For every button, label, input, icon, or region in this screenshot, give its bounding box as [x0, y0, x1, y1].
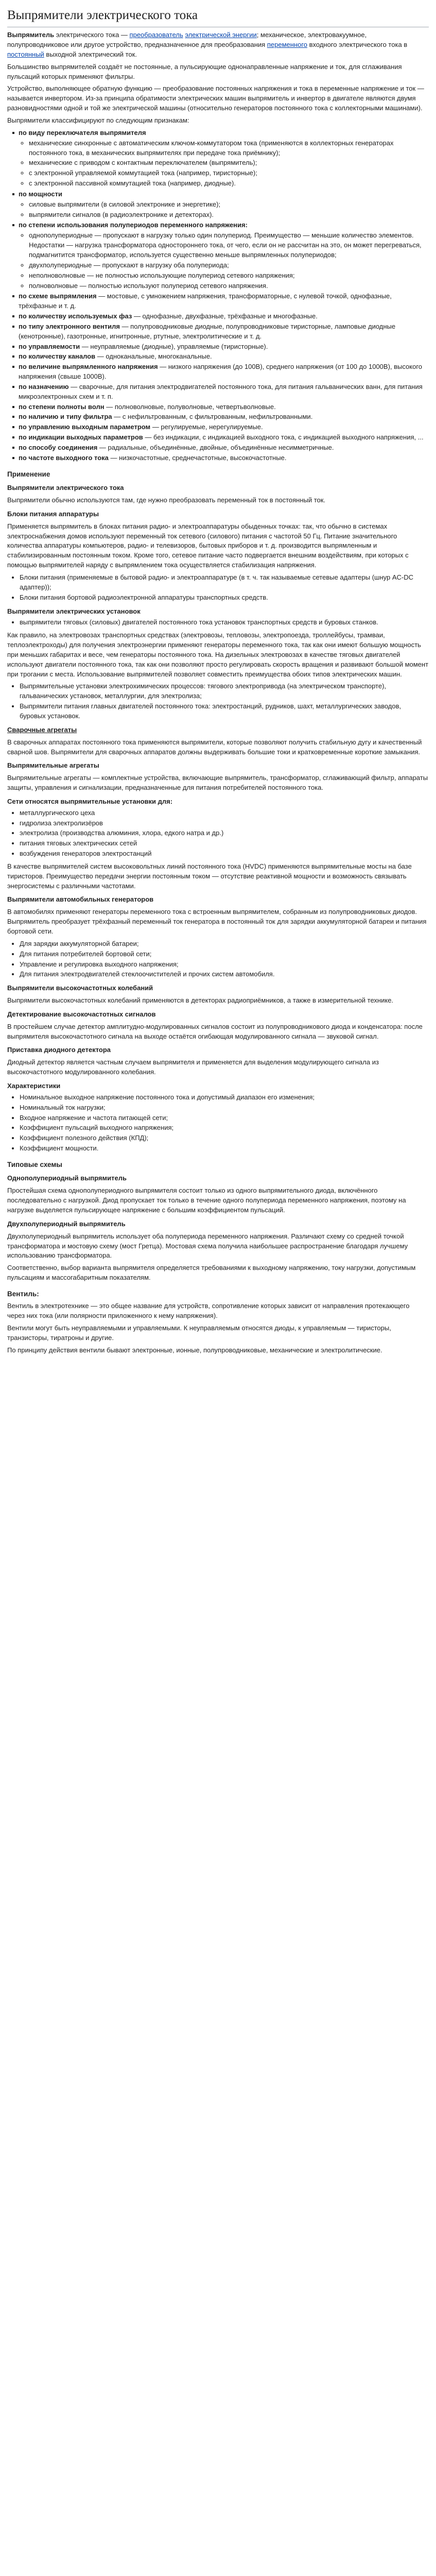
- class-label: по схеме выпрямления: [19, 292, 97, 300]
- class-text: — без индикации, с индикацией выходного тока, с индикацией выходного напряжения, ...: [145, 433, 424, 442]
- list-item: ◦ двухполупериодные — пропускают в нагрузку оба полупериода;: [29, 261, 429, 270]
- list-item: [12, 443, 429, 453]
- paragraph: В простейшем случае детектор амплитудно-модулированных сигналов состоит из полупроводникового диода и конденсатора: после выпрямителя высокочастотного сигнала на выходе остаётся огибающая модулированного сигнала — звуковой сигнал.: [7, 1022, 423, 1040]
- list-item: [12, 292, 429, 311]
- paragraph: Вентили могут быть неуправляемыми и управляемыми. К неуправляемым относятся диоды, к управляемым — тиристоры, транзисторы, тиратроны и другие.: [7, 1324, 391, 1342]
- list-item: ◦ силовые выпрямители (в силовой электронике и энергетике);: [29, 200, 429, 210]
- subheading: Детектирование высокочастотных сигналов: [7, 1010, 156, 1018]
- paragraph: В автомобилях применяют генераторы переменного тока с встроенным выпрямителем, собранным из полупроводниковых диодов. Выпрямитель преобразует трёхфазный переменный ток генератора в постоянный ток для зарядки аккумуляторной батареи и питания бортовой сети.: [7, 908, 427, 935]
- classification-list: [7, 128, 429, 463]
- list-item: • Блоки питания (применяемые в бытовой радио- и электроаппаратуре (в т. ч. так называемые сетевые адаптеры (шнур AC-DC адаптер));: [20, 573, 429, 592]
- subheading-auto: Выпрямители автомобильных генераторов: [7, 895, 154, 904]
- paragraph: Вентиль в электротехнике — это общее название для устройств, сопротивление которых зависит от направления протекающего через них тока (или полярности приложенного к нему напряжения).: [7, 1302, 410, 1320]
- list-item: [12, 433, 429, 443]
- subheading-hv: Выпрямители электрических установок: [7, 607, 141, 615]
- section-heading-ventil: Вентиль:: [7, 1290, 39, 1298]
- list-item: [12, 412, 429, 422]
- class-label: по количеству используемых фаз: [19, 312, 132, 320]
- characteristics-list: [7, 1093, 429, 1154]
- class-text: — низкого напряжения (до 100В), среднего напряжения (от 100 до 1000В), высокого напряжения (свыше 1000В).: [19, 363, 423, 381]
- subheading-power: Блоки питания аппаратуры: [7, 510, 99, 518]
- class-text: — регулируемые, нерегулируемые.: [152, 423, 263, 431]
- list-item: • Выпрямительные установки электрохимических процессов: тягового электропривода (на электрическом транспорте), гальванических установок, металлургии, для электролиза;: [20, 682, 429, 701]
- list-item: ◦ однополупериодные — пропускают в нагрузку только один полупериод. Преимущество — меньшие количество элементов. Недостатки — нагрузка трансформатора одностороннего тока, от чего, если он не рассчитан на это, он может перегреваться, подмагнитится трансформатор, используется существенно меньше выпрямленных полупериодов;: [29, 231, 429, 260]
- list-item: • Коэффициент пульсаций выходного напряжения;: [20, 1123, 429, 1133]
- list-item: • Для питания потребителей бортовой сети;: [20, 950, 429, 959]
- paragraph: Диодный детектор является частным случаем выпрямителя и применяется для выделения модулирующего сигнала из высокочастотного модулированного колебания.: [7, 1058, 379, 1076]
- subheading-detector: Выпрямители высокочастотных колебаний: [7, 984, 153, 992]
- list-item: • Входное напряжение и частота питающей сети;: [20, 1113, 429, 1123]
- list-item: • Выпрямители питания главных двигателей постоянного тока: электростанций, рудников, шахт, металлургических заводов, буровых установок.: [20, 702, 429, 721]
- class-label: по мощности: [19, 190, 62, 198]
- list-item: [12, 128, 429, 189]
- paragraph: Как правило, на электровозах транспортных средствах (электровозы, тепловозы, электропоезда, троллейбусы, трамваи, теплоэлектроходы) для получения электроэнергии применяют генераторы переменного тока, так как они имеют большую мощность при меньших габаритах и весе, чем генераторы постоянного тока. На дизельных электровозах в качестве тяговых двигателей используют двигатели постоянного тока, так как они позволяют просто регулировать скорость вращения и развивают большой момент при трогании с места. Использование выпрямителей позволяет совместить преимущества обоих типов электрических машин.: [7, 631, 429, 678]
- paragraph: По принципу действия вентили бывают электронные, ионные, полупроводниковые, механические и электролитические.: [7, 1346, 382, 1354]
- class-text: — неуправляемые (диодные), управляемые (тиристорные).: [81, 342, 268, 350]
- list-item: ◦ неполноволновые — не полностью использующие полупериод сетевого напряжения;: [29, 271, 429, 281]
- class-text: — однофазные, двухфазные, трёхфазные и многофазные.: [133, 312, 318, 320]
- list-item: [12, 382, 429, 402]
- list-item: [12, 312, 429, 321]
- paragraph: Двухполупериодный выпрямитель использует оба полупериода переменного напряжения. Различают схему со средней точкой трансформатора и мостовую схему (мост Гретца). Мостовая схема получила наибольшее распространение благодаря лучшему использованию трансформатора.: [7, 1232, 408, 1260]
- class-label: по количеству каналов: [19, 352, 96, 361]
- class-label: по виду переключателя выпрямителя: [19, 128, 146, 137]
- list-item: • Для зарядки аккумуляторной батареи;: [20, 939, 429, 949]
- link-direct[interactable]: постоянный: [7, 50, 44, 58]
- list-item: [12, 221, 429, 291]
- class-label: по типу электронного вентиля: [19, 322, 120, 330]
- class-label: по степени использования полупериодов переменного напряжения:: [19, 221, 248, 229]
- intro-text: выходной электрический ток.: [44, 50, 137, 58]
- hv-list-2: [7, 682, 429, 721]
- intro-text: электрического тока —: [54, 31, 130, 39]
- section-heading-types: Типовые схемы: [7, 1160, 62, 1168]
- hvdc-list: [7, 808, 429, 859]
- list-item: [12, 453, 429, 463]
- intro-text: входного электрического тока в: [307, 41, 408, 49]
- link-alternating[interactable]: переменного: [267, 41, 308, 49]
- paragraph: Применяется выпрямитель в блоках питания радио- и электроаппаратуры обыденных точках: так, что обычно в системах электроснабжения домов используют переменный ток сетевого (силового) питания с частотой 50 Гц. Питание значительного количества аппаратуры компьютеров, радио- и телевизоров, бытовых приборов и т. д. производится выпрямленным и стабилизированным постоянным током. Кроме того, сетевое питание часто подвергается внешним воздействиям, при которых с помощью выпрямителей наряду с выпрямлением тока осуществляется стабилизация напряжения.: [7, 522, 409, 569]
- subheading-half-wave: Однополупериодный выпрямитель: [7, 1174, 127, 1182]
- class-text: — одноканальные, многоканальные.: [97, 352, 212, 361]
- list-item: • Блоки питания бортовой радиоэлектронной аппаратуры транспортных средств.: [20, 593, 429, 603]
- class-label: по управляемости: [19, 342, 80, 350]
- intro-text: ; механическое, электровакуумное, полупроводниковое или другое устройство, предназначенное для преобразования: [7, 31, 367, 49]
- list-item: [12, 422, 429, 432]
- hv-list: [7, 618, 429, 628]
- intro-paragraph-3: Устройство, выполняющее обратную функцию — преобразование постоянных напряжения и тока в переменные напряжение и ток — называется инвертором. Из-за принципа обратимости электрических машин выпрямитель и инвертор в двигателе являются двумя разновидностями одной и той же электрической машины (относительно генераторов постоянного тока с коллекторными машинами).: [7, 84, 424, 112]
- power-list: [7, 573, 429, 603]
- paragraph: Выпрямительные агрегаты — комплектные устройства, включающие выпрямитель, трансформатор, сглаживающий фильтр, аппараты защиты, управления и сигнализации, предназначенные для питания потребителей постоянного тока.: [7, 774, 428, 792]
- sub-list: [19, 231, 429, 291]
- list-item: • питания тяговых электрических сетей: [20, 839, 429, 849]
- subheading-hvdc: Сети относятся выпрямительные установки для:: [7, 797, 173, 805]
- subheading-weld: Сварочные агрегаты: [7, 725, 77, 734]
- class-label: по управлению выходным параметром: [19, 423, 151, 431]
- intro-paragraph-2: Большинство выпрямителей создаёт не постоянные, а пульсирующие однонаправленные напряжение и ток, для сглаживания пульсаций которых применяют фильтры.: [7, 62, 402, 80]
- paragraph: В сварочных аппаратах постоянного тока применяются выпрямители, которые позволяют получить стабильную дугу и качественный сварной шов. Выпрямители для сварочных аппаратов должны выдерживать большие токи и кратковременные короткие замыкания.: [7, 738, 422, 756]
- auto-list: [7, 939, 429, 979]
- class-text: — полноволновые, полуволновые, четвертьволновые.: [106, 402, 276, 411]
- paragraph: Простейшая схема однополупериодного выпрямителя состоит только из одного выпрямительного диода, включённого последовательно с нагрузкой. Диод пропускает ток только в течение одного полупериода переменного напряжения, поэтому на нагрузке выделяется пульсирующее напряжение с большим коэффициентом пульсаций.: [7, 1187, 406, 1214]
- link-electric-energy[interactable]: электрической энергии: [185, 31, 257, 39]
- list-item: • электролиза (производства алюминия, хлора, едкого натра и др.): [20, 828, 429, 838]
- class-text: — мостовые, с умножением напряжения, трансформаторные, с нулевой точкой, однофазные, трёхфазные и т. д.: [19, 292, 392, 310]
- subheading-full-wave: Двухполупериодный выпрямитель: [7, 1219, 126, 1228]
- list-item: • выпрямители тяговых (силовых) двигателей постоянного тока установок транспортных средств и буровых станков.: [20, 618, 429, 628]
- list-item: ◦ выпрямители сигналов (в радиоэлектронике и детекторах).: [29, 210, 429, 220]
- list-item: ◦ полноволновые — полностью используют полупериод сетевого напряжения.: [29, 281, 429, 291]
- list-item: [12, 402, 429, 412]
- subheading-converters: Выпрямительные агрегаты: [7, 761, 99, 770]
- class-text: — низкочастотные, среднечастотные, высокочастотные.: [110, 453, 287, 462]
- list-item: • Номинальный ток нагрузки;: [20, 1103, 429, 1113]
- class-label: по способу соединения: [19, 444, 98, 451]
- list-item: • Коэффициент мощности.: [20, 1144, 429, 1154]
- paragraph: Выпрямители высокочастотных колебаний применяются в детекторах радиоприёмников, а также в измерительной технике.: [7, 996, 394, 1005]
- list-item: • Управление и регулировка выходного напряжения;: [20, 960, 429, 970]
- class-label: по назначению: [19, 382, 69, 391]
- list-item: ◦ с электронной управляемой коммутацией тока (например, тиристорные);: [29, 168, 429, 178]
- class-text: — сварочные, для питания электродвигателей постоянного тока, для питания гальванических ванн, для питания микроэлектронных схем и т. п.: [19, 382, 423, 400]
- sub-list: [19, 200, 429, 220]
- list-item: • Номинальное выходное напряжение постоянного тока и допустимый диапазон его изменения;: [20, 1093, 429, 1103]
- list-item: • Коэффициент полезного действия (КПД);: [20, 1133, 429, 1143]
- subheading-characteristics: Характеристики: [7, 1081, 61, 1090]
- class-label: по индикации выходных параметров: [19, 433, 143, 442]
- list-item: • металлургического цеха: [20, 808, 429, 818]
- intro-paragraph-4: Выпрямители классифицируют по следующим признакам:: [7, 116, 189, 124]
- subheading: Выпрямители электрического тока: [7, 484, 124, 492]
- list-item: [12, 352, 429, 362]
- paragraph: Выпрямители обычно используются там, где нужно преобразовать переменный ток в постоянный ток.: [7, 496, 326, 504]
- section-heading-application: Применение: [7, 470, 50, 478]
- class-label: по степени полноты волн: [19, 402, 104, 411]
- intro-paragraph-1: [7, 30, 429, 60]
- class-text: — радиальные, объединённые, двойные, объединённые несимметричные.: [99, 444, 334, 451]
- list-item: • возбуждения генераторов электростанций: [20, 849, 429, 859]
- term-rectifier: Выпрямитель: [7, 31, 55, 39]
- list-item: [12, 342, 429, 352]
- list-item: • гидролиза электролизёров: [20, 819, 429, 828]
- page-title: Выпрямители электрического тока: [7, 6, 429, 27]
- class-label: по частоте выходного тока: [19, 453, 109, 462]
- list-item: [12, 362, 429, 382]
- list-item: ◦ с электронной пассивной коммутацией тока (например, диодные).: [29, 179, 429, 189]
- list-item: ◦ механические с приводом с контактным переключателем (выпрямитель);: [29, 158, 429, 168]
- class-label: по наличию и типу фильтра: [19, 413, 112, 421]
- class-label: по величине выпрямленного напряжения: [19, 363, 158, 371]
- paragraph: Соответственно, выбор варианта выпрямителя определяется требованиями к выходному напряжению, току нагрузки, допустимым пульсациям и массогабаритным показателям.: [7, 1264, 416, 1282]
- list-item: • Для питания электродвигателей стеклоочистителей и прочих систем автомобиля.: [20, 970, 429, 979]
- paragraph: В качестве выпрямителей систем высоковольтных линий постоянного тока (HVDC) применяются выпрямительные мосты на базе тиристоров. Преимущество передачи энергии постоянным током — отсутствие реактивной мощности и возможность связывать энергосистемы с различными частотами.: [7, 862, 412, 890]
- class-text: — с нефильтрованным, с фильтрованным, нефильтрованными.: [114, 413, 313, 421]
- list-item: [12, 322, 429, 342]
- sub-list: [19, 139, 429, 189]
- list-item: [12, 190, 429, 220]
- subheading: Приставка диодного детектора: [7, 1046, 111, 1054]
- list-item: ◦ механические синхронные с автоматическим ключом-коммутатором тока (применяются в коллекторных генераторах постоянного тока, в механических выпрямителях при передаче тока приёмнику);: [29, 139, 429, 158]
- class-text: — полупроводниковые диодные, полупроводниковые тиристорные, ламповые диодные (кенотронные), газотронные, игнитронные, ртутные, электролитические и т. д.: [19, 322, 396, 340]
- link-converter[interactable]: преобразователь: [129, 31, 183, 39]
